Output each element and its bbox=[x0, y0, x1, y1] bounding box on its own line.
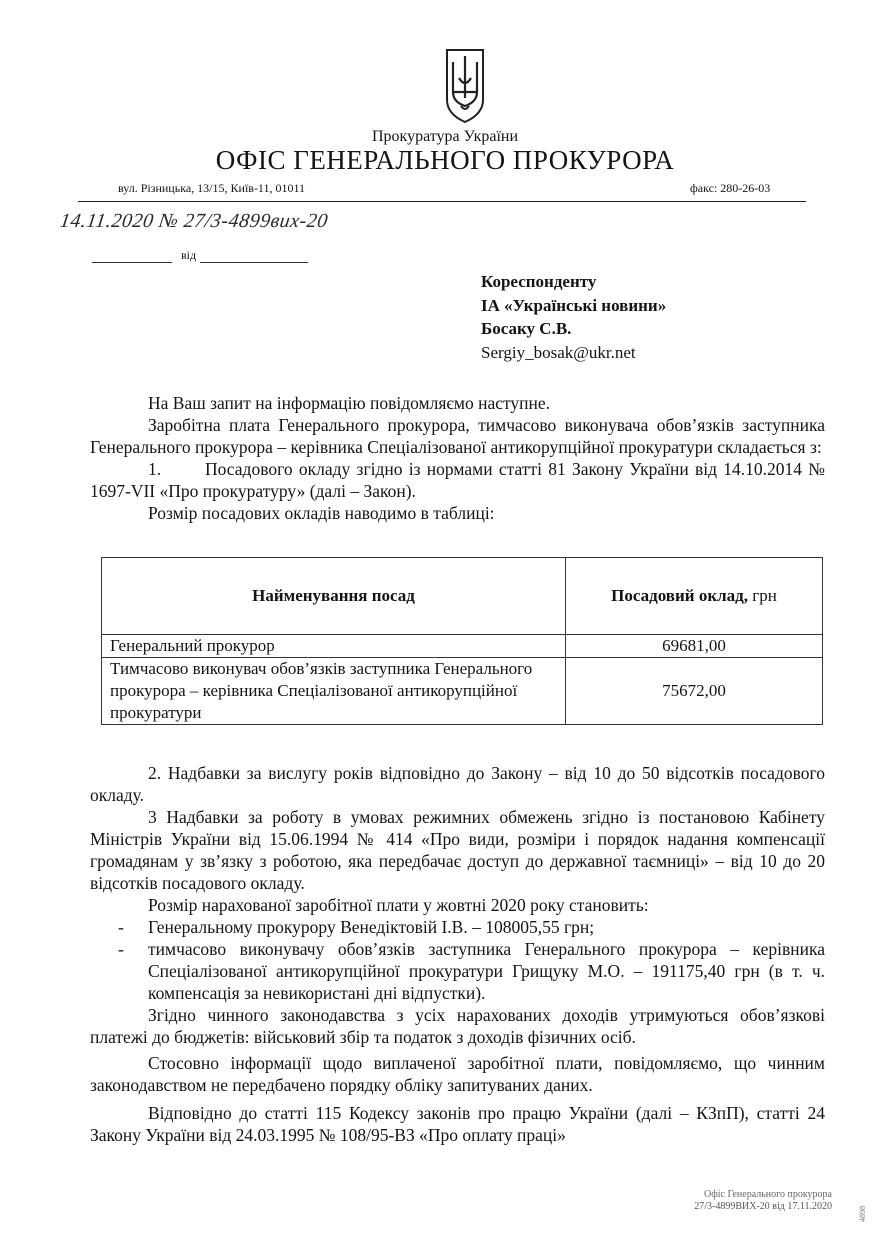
stamp-office: Офіс Генерального прокурора bbox=[704, 1189, 832, 1200]
paragraph-item-1 bbox=[90, 458, 825, 502]
header-divider bbox=[78, 201, 806, 202]
letter-body-intro bbox=[90, 392, 825, 524]
list-item: - тимчасово виконувачу обов’язків заступника Генерального прокурора – керівника Спеціалізованої антикорупційної прокуратури Грищуку М.О. – 191175,40 грн (в т. ч. компенсація за невикористані дні відпустки). bbox=[118, 939, 825, 1003]
table-cell-salary: 75672,00 bbox=[566, 658, 823, 725]
blank-line-date bbox=[92, 262, 172, 263]
table-cell-position: Генеральний прокурор bbox=[102, 635, 566, 658]
item-1-text: Посадового окладу згідно із нормами статті 81 Закону України від 14.10.2014 № 1697-VII «Про прокуратуру» (далі – Закон). bbox=[90, 459, 825, 501]
table-header-position: Найменування посад bbox=[102, 558, 566, 635]
paragraph-salary-composition: Заробітна плата Генерального прокурора, тимчасово виконувача обов’язків заступника Генерального прокурора – керівника Спеціалізованої антикорупційної прокуратури складається з: bbox=[90, 415, 825, 457]
bullet-text-1: Генеральному прокурору Венедіктовій І.В. – 108005,55 грн; bbox=[148, 917, 595, 937]
recipient-email: Sergiy_bosak@ukr.net bbox=[481, 342, 636, 362]
paragraph-table-intro: Розмір посадових окладів наводимо в таблиці: bbox=[148, 503, 495, 523]
side-code: 4898 bbox=[858, 1206, 867, 1222]
letter-body-main bbox=[90, 762, 825, 1146]
recipient-title: Кореспонденту bbox=[481, 272, 597, 291]
table-cell-position: Тимчасово виконувач обов’язків заступника Генерального прокурора – керівника Спеціалізованої антикорупційної прокуратури bbox=[102, 658, 566, 725]
table-row bbox=[102, 658, 823, 725]
paragraph-deductions: Згідно чинного законодавства з усіх нарахованих доходів утримуються обов’язкові платежі до бюджетів: військовий збір та податок з доходів фізичних осіб. bbox=[90, 1005, 825, 1047]
handwritten-reference: 14.11.2020 № 27/3-4899вих-20 bbox=[58, 210, 330, 232]
table-cell-salary: 69681,00 bbox=[566, 635, 823, 658]
paragraph-item-3: 3 Надбавки за роботу в умовах режимних обмежень згідно із постановою Кабінету Міністрів України від 15.06.1994 № 414 «Про види, розміри і порядок надання компенсації громадянам у зв’язку з роботою, яка передбачає доступ до державної таємниці» – від 10 до 20 відсотків посадового окладу. bbox=[90, 807, 825, 893]
org-fax: факс: 280-26-03 bbox=[690, 181, 771, 195]
from-label: від bbox=[181, 248, 197, 262]
paragraph-intro: На Ваш запит на інформацію повідомляємо наступне. bbox=[148, 393, 551, 413]
trident-emblem-icon bbox=[443, 48, 487, 124]
org-address: вул. Різницька, 13/15, Київ-11, 01011 bbox=[118, 181, 306, 195]
stamp-number: 27/3-4899ВИХ-20 від 17.11.2020 bbox=[694, 1201, 832, 1212]
table-row bbox=[102, 635, 823, 658]
paragraph-paid-salary: Стосовно інформації щодо виплаченої заробітної плати, повідомляємо, що чинним законодавством не передбачено порядку обліку запитуваних даних. bbox=[90, 1053, 825, 1095]
bullet-text-2: тимчасово виконувачу обов’язків заступника Генерального прокурора – керівника Спеціалізованої антикорупційної прокуратури Грищуку М.О. – 191175,40 грн (в т. ч. компенсація за невикористані дні відпустки). bbox=[148, 939, 825, 1003]
paragraph-item-2: 2. Надбавки за вислугу років відповідно до Закону – від 10 до 50 відсотків посадового окладу. bbox=[90, 763, 825, 805]
item-number: 1. bbox=[148, 459, 162, 479]
table-header-row bbox=[102, 558, 823, 635]
salary-table bbox=[101, 557, 823, 725]
registration-stamp bbox=[694, 1189, 832, 1213]
recipient-block bbox=[481, 270, 666, 364]
paragraph-labor-code: Відповідно до статті 115 Кодексу законів про працю України (далі – КЗпП), статті 24 Закону України від 24.03.1995 № 108/95-ВЗ «Про оплату праці» bbox=[90, 1103, 825, 1145]
recipient-name: Босаку С.В. bbox=[481, 319, 572, 338]
paragraph-october-salary: Розмір нарахованої заробітної плати у жовтні 2020 року становить: bbox=[148, 895, 649, 915]
table-header-salary: Посадовий оклад, грн bbox=[566, 558, 823, 635]
list-item: - Генеральному прокурору Венедіктовій І.В. – 108005,55 грн; bbox=[118, 917, 595, 937]
org-title: ОФІС ГЕНЕРАЛЬНОГО ПРОКУРОРА bbox=[215, 145, 675, 175]
recipient-agency: ІА «Українські новини» bbox=[481, 295, 667, 315]
blank-line-number bbox=[200, 262, 308, 263]
org-subtitle: Прокуратура України bbox=[371, 128, 519, 145]
